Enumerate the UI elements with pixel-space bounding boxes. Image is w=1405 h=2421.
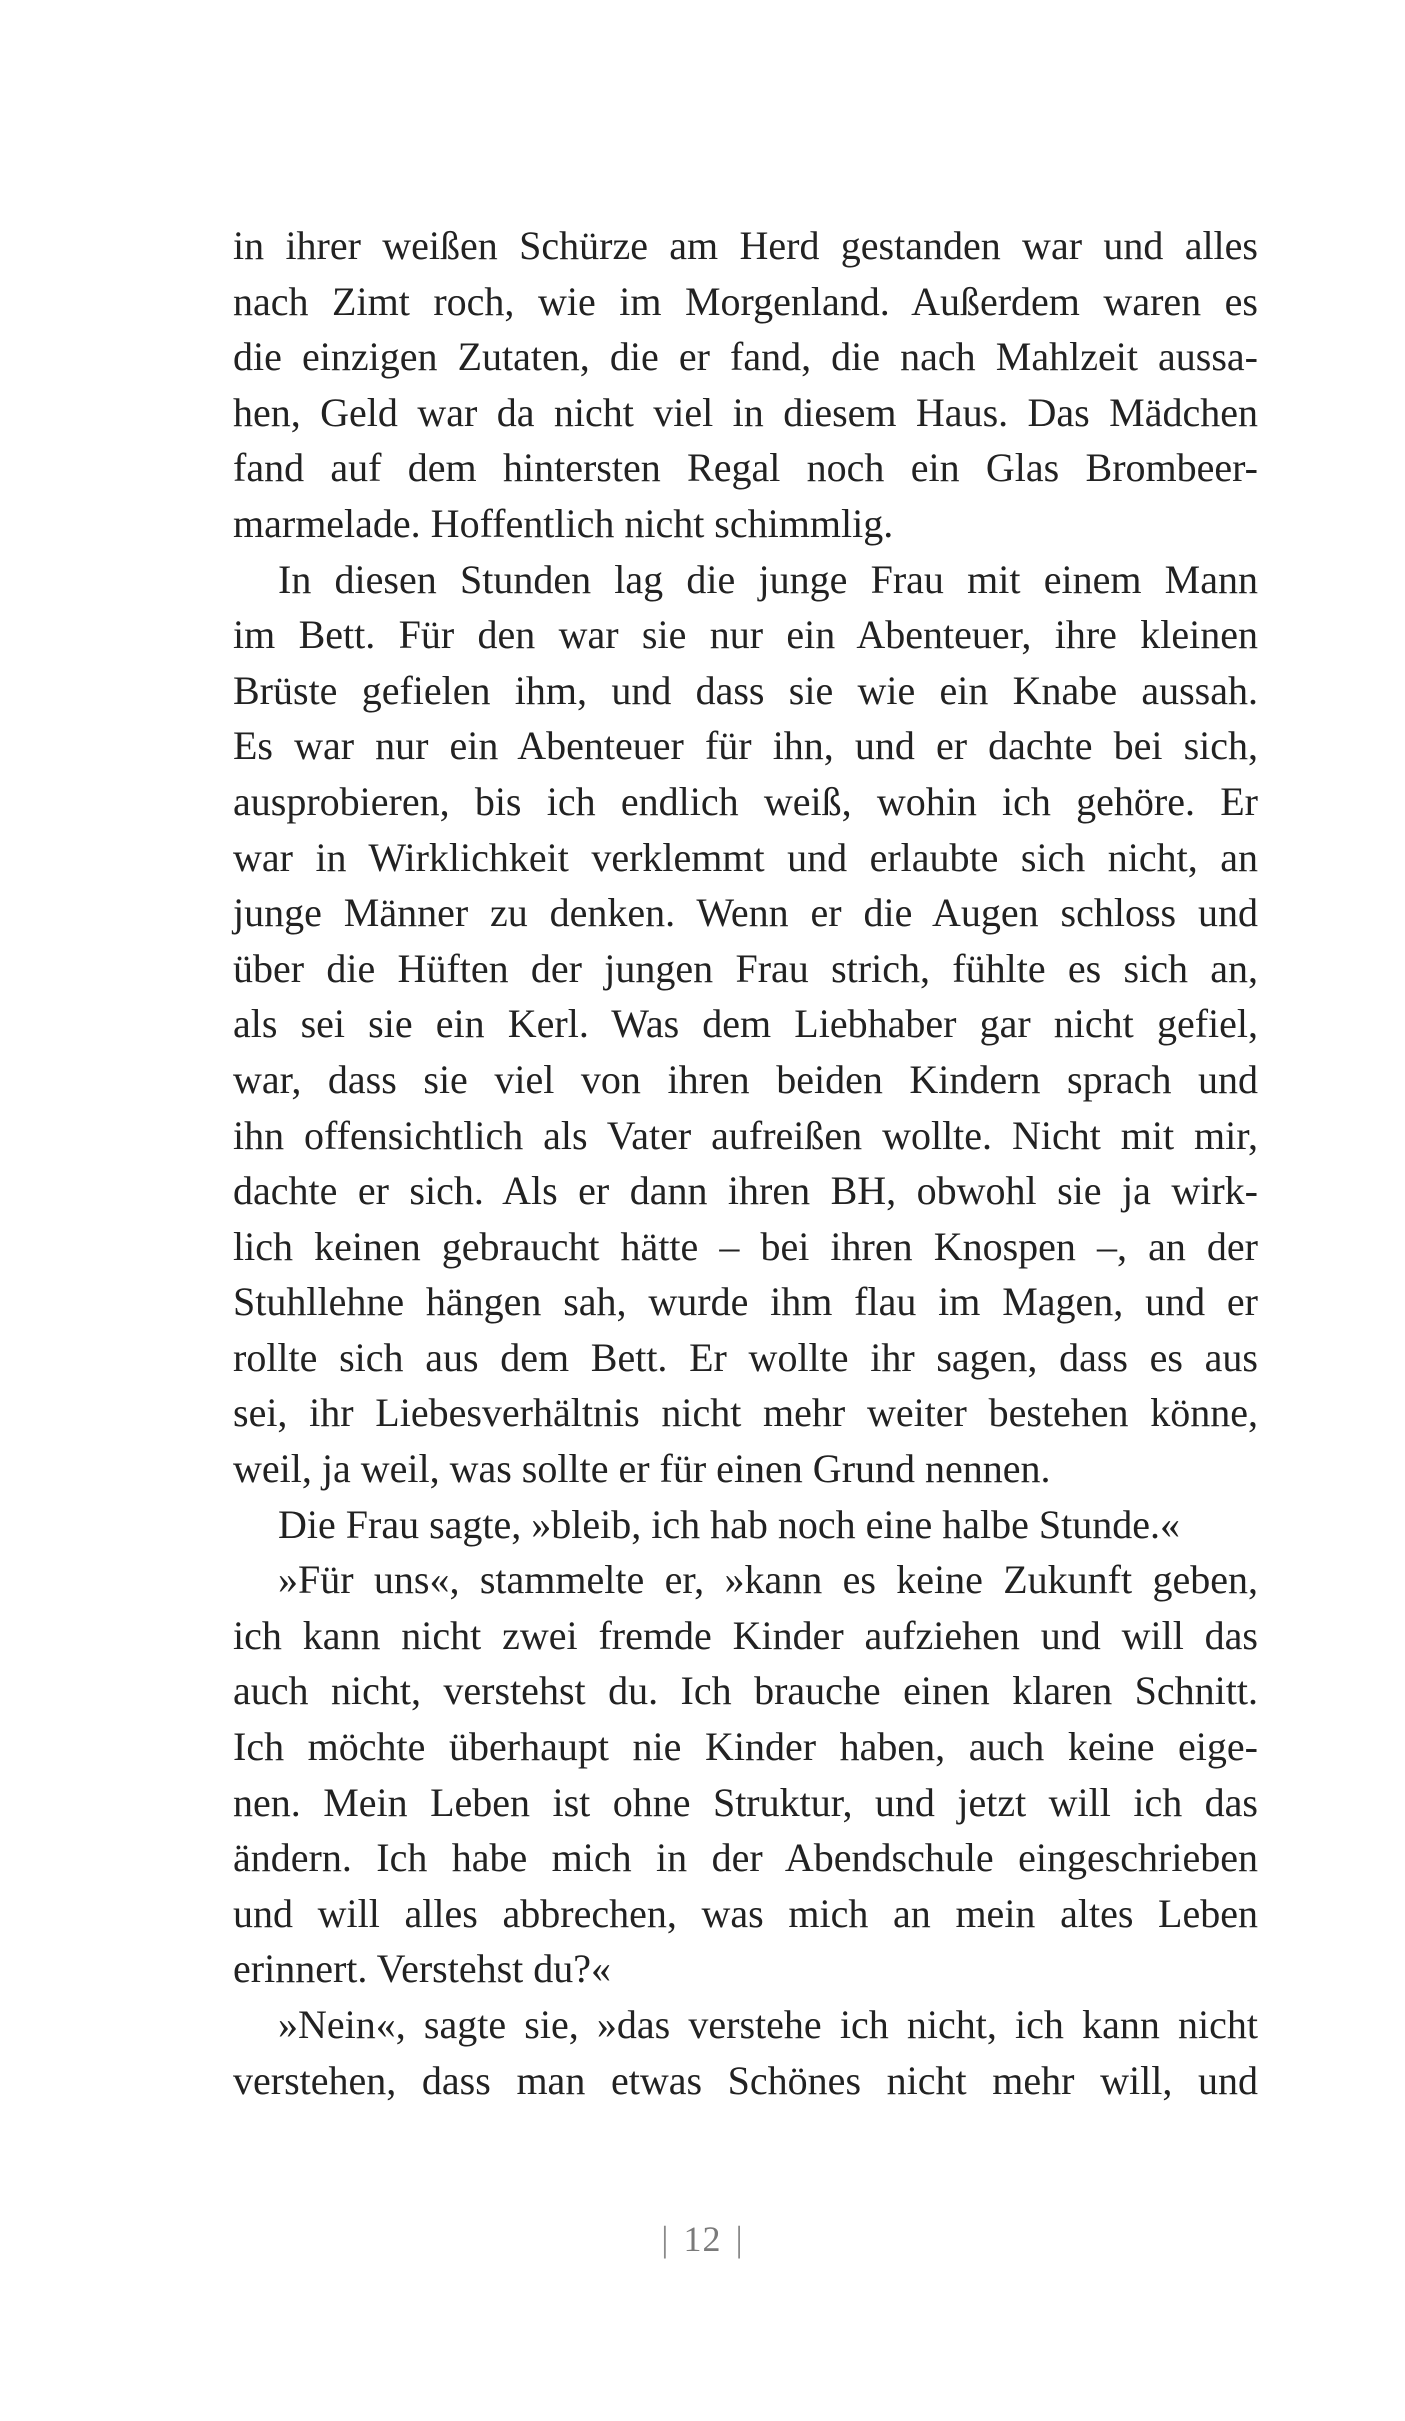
text-line: nen. Mein Leben ist ohne Struktur, und jetzt will ich das: [233, 1779, 1258, 1825]
text-line: über die Hüften der jungen Frau strich, fühlte es sich an,: [233, 945, 1258, 991]
text-line: auch nicht, verstehst du. Ich brauche einen klaren Schnitt.: [233, 1668, 1258, 1714]
footer-left-bar: |: [661, 2219, 670, 2259]
text-line: und will alles abbrechen, was mich an mein altes Leben: [233, 1890, 1258, 1936]
paragraph: [233, 1497, 1258, 1553]
paragraph: [233, 552, 1258, 1497]
text-line: marmelade. Hoffentlich nicht schimmlig.: [233, 500, 894, 546]
page-footer: [0, 2218, 1405, 2260]
text-line: Brüste gefielen ihm, und dass sie wie ein Knabe aussah.: [233, 667, 1258, 713]
paragraph: [233, 1997, 1258, 2108]
page-number: 12: [683, 2219, 722, 2259]
text-line: rollte sich aus dem Bett. Er wollte ihr sagen, dass es aus: [233, 1334, 1258, 1380]
text-line: ihn offensichtlich als Vater aufreißen wollte. Nicht mit mir,: [233, 1112, 1258, 1158]
text-line: ändern. Ich habe mich in der Abendschule eingeschrieben: [233, 1835, 1258, 1881]
text-line: sei, ihr Liebesverhältnis nicht mehr weiter bestehen könne,: [233, 1390, 1258, 1436]
text-line: junge Männer zu denken. Wenn er die Augen schloss und: [233, 890, 1258, 936]
text-line: nach Zimt roch, wie im Morgenland. Außerdem waren es: [233, 278, 1258, 324]
text-line: Die Frau sagte, »bleib, ich hab noch eine halbe Stunde.«: [278, 1501, 1180, 1547]
text-line: die einzigen Zutaten, die er fand, die nach Mahlzeit aussa-: [233, 334, 1258, 380]
text-line: verstehen, dass man etwas Schönes nicht mehr will, und: [233, 2057, 1258, 2103]
text-line: »Nein«, sagte sie, »das verstehe ich nicht, ich kann nicht: [278, 2002, 1258, 2047]
text-line: dachte er sich. Als er dann ihren BH, obwohl sie ja wirk-: [233, 1168, 1258, 1214]
text-line: Stuhllehne hängen sah, wurde ihm flau im Magen, und er: [233, 1279, 1258, 1325]
text-line: weil, ja weil, was sollte er für einen Grund nennen.: [233, 1446, 1051, 1492]
text-line: ich kann nicht zwei fremde Kinder aufziehen und will das: [233, 1612, 1258, 1658]
paragraph: [233, 218, 1258, 552]
text-line: »Für uns«, stammelte er, »kann es keine Zukunft geben,: [278, 1557, 1258, 1603]
text-line: Ich möchte überhaupt nie Kinder haben, auch keine eige-: [233, 1724, 1258, 1770]
text-line: ausprobieren, bis ich endlich weiß, wohin ich gehöre. Er: [233, 778, 1258, 824]
paragraph: [233, 1552, 1258, 1997]
text-line: als sei sie ein Kerl. Was dem Liebhaber gar nicht gefiel,: [233, 1001, 1258, 1047]
text-line: In diesen Stunden lag die junge Frau mit einem Mann: [278, 556, 1258, 602]
text-line: Es war nur ein Abenteuer für ihn, und er dachte bei sich,: [233, 723, 1258, 769]
footer-right-bar: |: [735, 2219, 744, 2259]
text-line: war, dass sie viel von ihren beiden Kindern sprach und: [233, 1056, 1258, 1102]
text-line: im Bett. Für den war sie nur ein Abenteuer, ihre kleinen: [233, 612, 1258, 658]
text-line: lich keinen gebraucht hätte – bei ihren Knospen –, an der: [233, 1223, 1258, 1269]
text-line: in ihrer weißen Schürze am Herd gestanden war und alles: [233, 223, 1258, 268]
text-line: fand auf dem hintersten Regal noch ein Glas Brombeer-: [233, 445, 1258, 491]
text-line: erinnert. Verstehst du?«: [233, 1946, 612, 1992]
text-line: hen, Geld war da nicht viel in diesem Haus. Das Mädchen: [233, 389, 1258, 435]
body-text: [233, 218, 1258, 2108]
text-line: war in Wirklichkeit verklemmt und erlaubte sich nicht, an: [233, 834, 1258, 880]
